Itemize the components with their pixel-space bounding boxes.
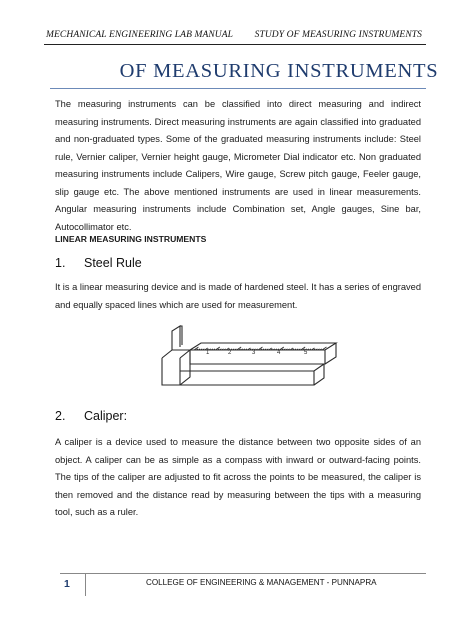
- scale-label: 1: [206, 350, 210, 356]
- scale-label: 3: [252, 350, 256, 356]
- lower-bar-front: [180, 371, 314, 385]
- vertical-blade: [172, 326, 180, 350]
- rule-top-face: [190, 343, 336, 350]
- caliper-paragraph: A caliper is a device used to measure the distance between two opposite sides of an object. A caliper can be as simple as a compass with inward or outward-facing points. The tips of the caliper are adjusted to fit across the points to be measured, the caliper is then removed and the distance read by measuring between the tips with a measuring tool, such as a ruler.: [55, 437, 421, 517]
- page-title: OF MEASURING INSTRUMENTS: [119, 60, 439, 82]
- steel-rule-paragraph: It is a linear measuring device and is made of hardened steel. It has a series of engraved and equally spaced lines which are used for measurement.: [55, 282, 421, 310]
- title-rule: [50, 88, 426, 89]
- section-number: 2.: [55, 409, 66, 423]
- steel-rule-figure: [148, 323, 348, 403]
- section-title: Caliper:: [84, 409, 128, 423]
- section-heading-steel-rule: [55, 256, 142, 270]
- head-block-edge: [180, 350, 190, 358]
- running-header-left: MECHANICAL ENGINEERING LAB MANUAL: [46, 30, 234, 40]
- running-header-right: STUDY OF MEASURING INSTRUMENTS: [254, 30, 422, 40]
- section-number: 1.: [55, 256, 66, 270]
- scale-label: 5: [304, 350, 308, 356]
- footer-text: COLLEGE OF ENGINEERING & MANAGEMENT - PUNNAPRA: [146, 578, 377, 587]
- header-rule: [44, 44, 426, 45]
- figure-strokes: [162, 326, 336, 385]
- head-block-top-side: [162, 350, 190, 385]
- footer-rule: [60, 573, 426, 574]
- scale-label: 2: [228, 350, 232, 356]
- page-number-divider: [85, 574, 86, 596]
- section-subheading: LINEAR MEASURING INSTRUMENTS: [55, 234, 207, 244]
- scale-label: 4: [277, 350, 281, 356]
- lower-bar-top: [180, 364, 324, 371]
- page-number: 1: [64, 578, 70, 590]
- section-title: Steel Rule: [84, 256, 142, 270]
- intro-paragraph: The measuring instruments can be classified into direct measuring and indirect measuring instruments. Direct measuring instruments are again classified into graduated and non-graduated types. Some of the graduated measuring instruments include: Steel rule, Vernier caliper, Vernier height gauge, Micrometer Dial indicator etc. Non graduated measuring instruments include Calipers, Wire gauge, Screw pitch gauge, Feeler gauge, slip gauge etc. The above mentioned instruments are used in linear measurements. Angular measuring instruments include Combination set, Angle gauges, Sine bar, Autocollimator etc.: [55, 99, 421, 232]
- head-block-front: [162, 358, 180, 385]
- scale-label-group: [206, 350, 308, 356]
- section-heading-caliper: [55, 409, 127, 423]
